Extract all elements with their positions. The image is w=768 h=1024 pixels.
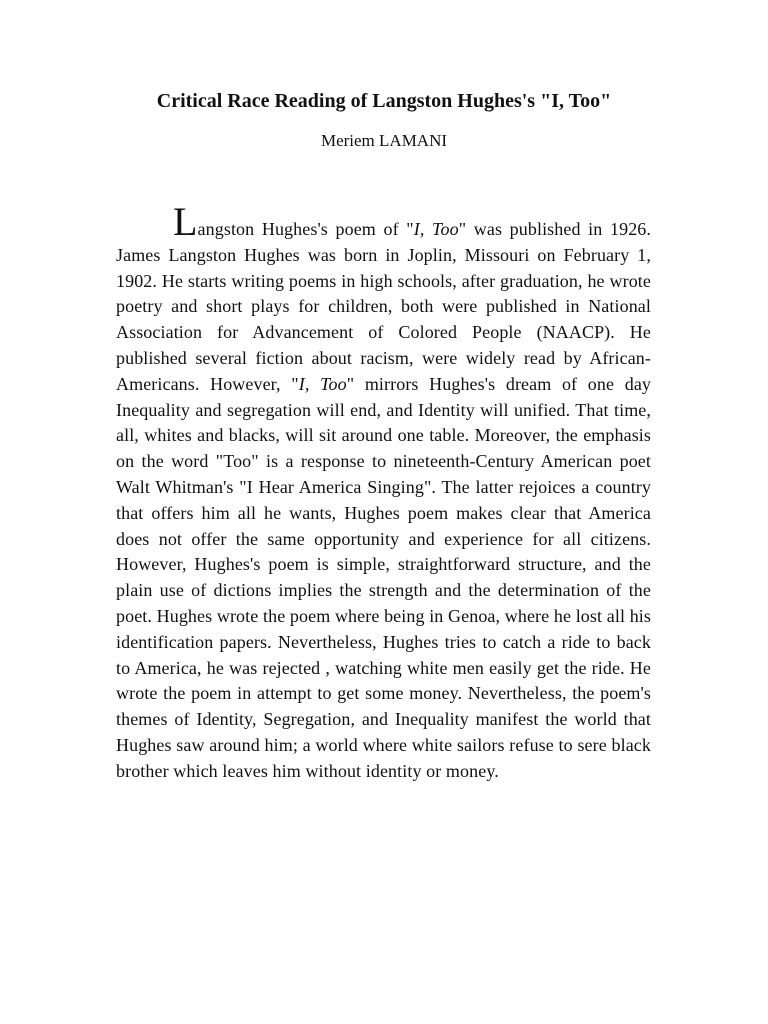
paragraph-text-2: " was published in 1926. James Langston Hughes was born in Joplin, Missouri on February 1, 1902. He starts writing poems in high schools, after graduation, he wrote poetry and short plays for children, both were published in National Association for Advancement of Colored People (NAACP). He published several fiction about racism, were widely read by African-Americans. However, ": [116, 219, 651, 394]
poem-title-italic-1: I, Too: [413, 219, 459, 239]
document-author: Meriem LAMANI: [320, 131, 448, 150]
body-paragraph: [116, 199, 652, 785]
paragraph-text-1: angston Hughes's poem of ": [197, 219, 414, 239]
paragraph-text-3: " mirrors Hughes's dream of one day Inequality and segregation will end, and Identity will unified. That time, all, whites and blacks, will sit around one table. Moreover, the emphasis on the word "Too" is a response to nineteenth-Century American poet Walt Whitman's "I Hear America Singing". The latter rejoices a country that offers him all he wants, Hughes poem makes clear that America does not offer the same opportunity and experience for all citizens. However, Hughes's poem is simple, straightforward structure, and the plain use of dictions implies the strength and the determination of the poet. Hughes wrote the poem where being in Genoa, where he lost all his identification papers. Nevertheless, Hughes tries to catch a ride to back to America, he was rejected , watching white men easily get the ride. He wrote the poem in attempt to get some money. Nevertheless, the poem's themes of Identity, Segregation, and Inequality manifest the world that Hughes saw around him; a world where white sailors refuse to sere black brother which leaves him without identity or money.: [116, 373, 652, 781]
poem-title-italic-2: I, Too: [298, 373, 347, 394]
document-title: Critical Race Reading of Langston Hughes's "I, Too": [156, 90, 612, 112]
initial-letter: L: [173, 199, 198, 244]
